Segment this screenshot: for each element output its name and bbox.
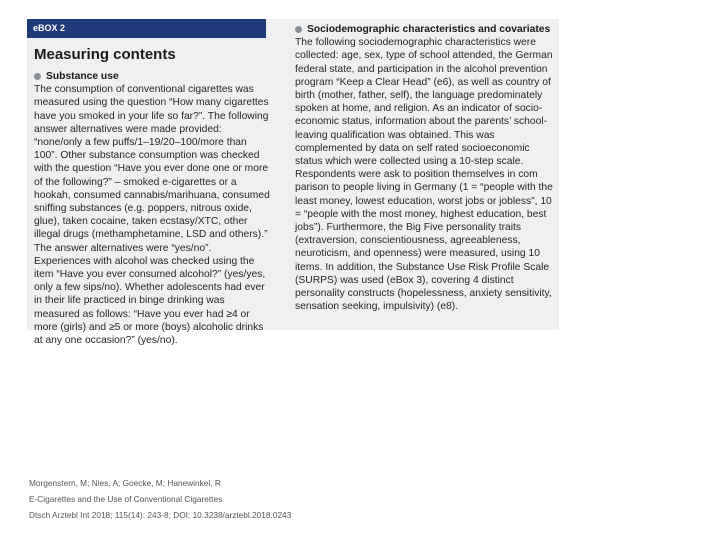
bullet-icon bbox=[34, 73, 41, 80]
section-heading-substance-use bbox=[34, 70, 270, 83]
left-column bbox=[34, 46, 270, 347]
citation-authors: Morgenstern, M; Nies, A; Goecke, M; Hanewinkel, R bbox=[29, 478, 221, 488]
box-label: eBOX 2 bbox=[27, 19, 266, 38]
section-heading-label: Sociodemographic characteristics and covariates bbox=[307, 24, 551, 35]
substance-use-paragraph: The consumption of conventional cigarettes was measured using the question “How many cigarettes have you smoked in your life so far?”. The following answer alternatives were made provided: “none/only a few puffs/1–19/20–100/more than 100”. Other substance consumption was checked with the question “Have you ever done one or more of the following?” – smoked e-cigarettes or a hookah, consumed cannabis/marihuana, consumed sniffing substances (e.g. poppers, nitrous oxide, glue), taken cocaine, taken ecstasy/XTC, other illegal drugs (methamphetamine, LSD and others).” The answer alternatives were “yes/no”. Experiences with alcohol was checked using the item “Have you ever consumed alcohol?” (yes/yes, only a few sips/no). Whether adolescents had ever in their life practiced in binge drinking was measured as follows: “Have you ever had ≥4 or more (girls) and ≥5 or more (boys) alcoholic drinks at any one occasion?” (yes/no). bbox=[34, 84, 270, 347]
citation bbox=[29, 475, 291, 523]
box-title: Measuring contents bbox=[34, 46, 176, 63]
section-heading-label: Substance use bbox=[46, 71, 119, 82]
right-column bbox=[295, 23, 557, 313]
ebox-2 bbox=[27, 19, 559, 347]
citation-journal: Dtsch Arztebl Int 2018; 115(14): 243-8; DOI: 10.3238/arztebl.2018.0243 bbox=[29, 510, 292, 520]
section-heading-sociodemographic bbox=[295, 23, 557, 36]
sociodemographic-paragraph: The following sociodemographic characteristics were collected: age, sex, type of school attended, the German federal state, and participation in the alcohol prevention program “Keep a Clear Head” (e6), as well as country of birth (mother, father, self), the language predominately spoken at home, and religion. As an indicator of socio-economic status, information about the parents’ school-leaving qualification was obtained. This was complemented by data on self rated socioeconomic status which were collected using a 10-step scale. Respondents were ask to position themselves in com parison to people living in Germany (1 = “people with the least money, lowest education, worst jobs or jobless”, 10 = “people with the most money, highest education, best jobs”). Furthermore, the Big Five personality traits (extraversion, conscientiousness, agreeableness, neuroticism, and openness) were measured, using 10 items. In addition, the Substance Use Risk Profile Scale (SURPS) was used (eBox 3), covering 4 distinct personality constructs (hopelessness, anxiety sensitivity, sensation seeking, impulsivity) (e8). bbox=[295, 37, 553, 313]
bullet-icon bbox=[295, 26, 302, 33]
citation-title: E-Cigarettes and the Use of Conventional Cigarettes bbox=[29, 494, 223, 504]
